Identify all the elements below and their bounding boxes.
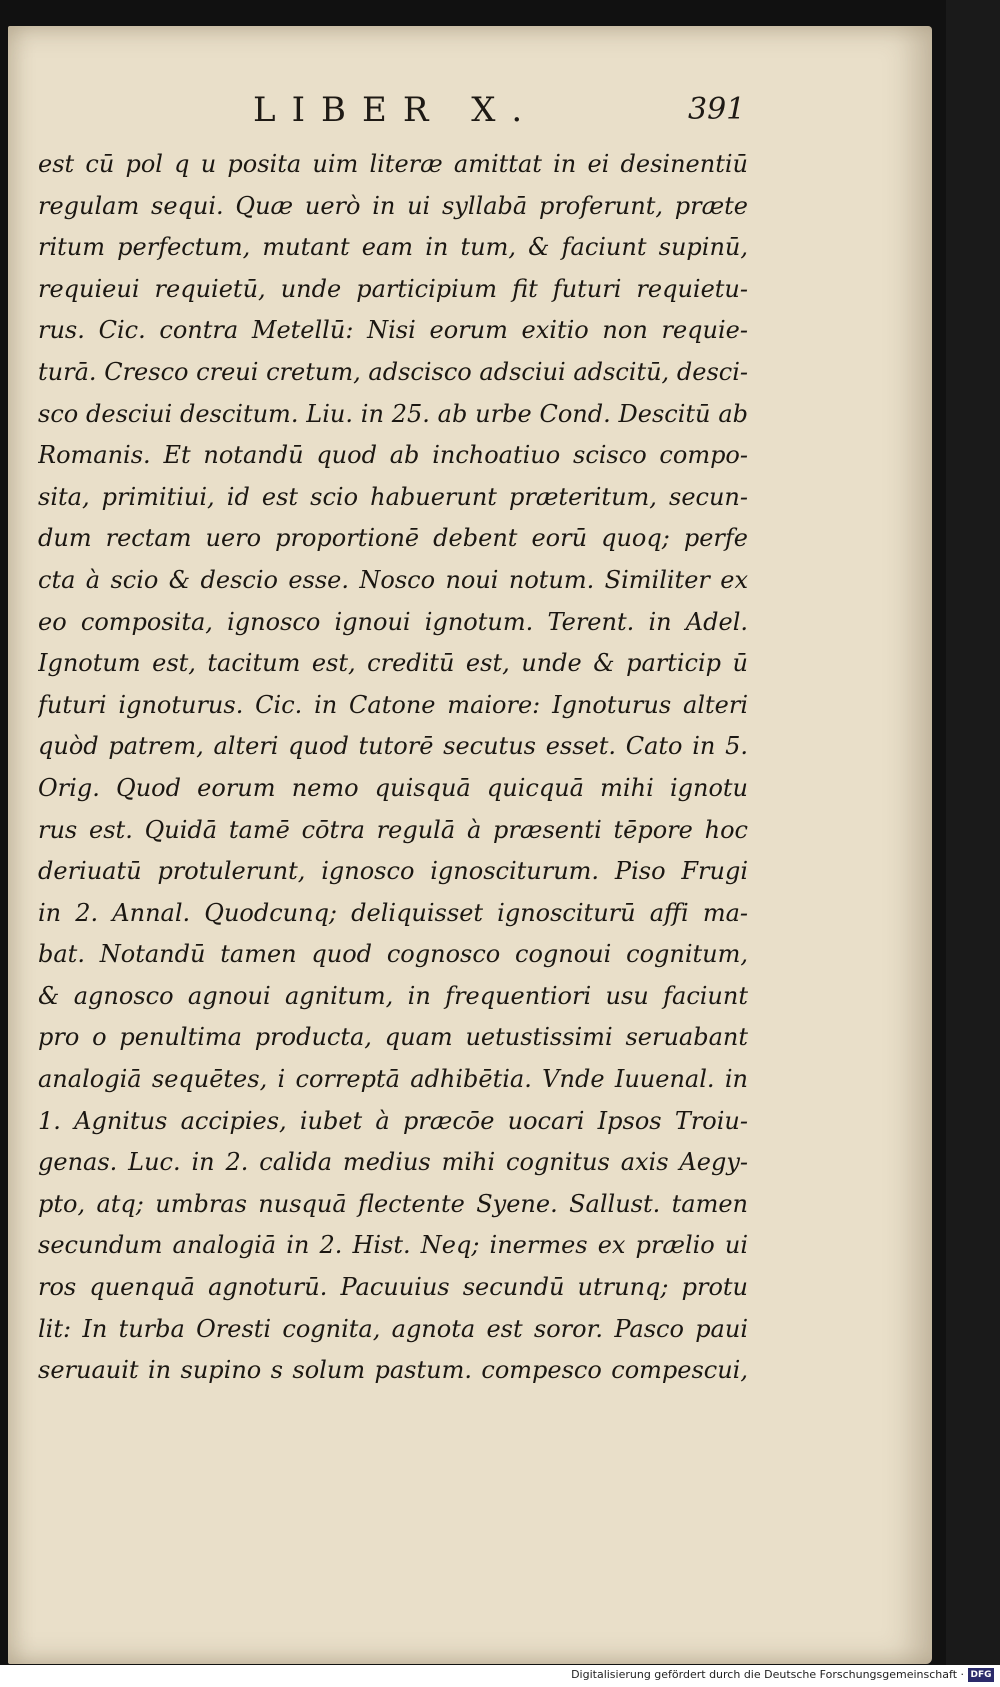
text-line: pro o penultima producta, quam uetustissimi seruabant — [38, 1023, 748, 1052]
text-line: genas. Luc. in 2. calida medius mihi cognitus axis Aegy- — [38, 1148, 748, 1177]
dfg-logo-icon: DFG — [968, 1668, 994, 1682]
text-line: eo composita, ignosco ignoui ignotum. Terent. in Adel. — [38, 607, 748, 636]
text-line: bat. Notandū tamen quod cognosco cognoui cognitum, — [38, 940, 748, 969]
text-line: lit: In turba Oresti cognita, agnota est soror. Pasco paui — [38, 1314, 748, 1343]
book-page — [8, 26, 932, 1664]
text-line: Orig. Quod eorum nemo quisquā quicquā mihi ignotu — [38, 773, 748, 802]
text-line: quòd patrem, alteri quod tutorē secutus esset. Cato in 5. — [38, 732, 748, 761]
body-text — [38, 144, 748, 1392]
text-line: dum rectam uero proportionē debent eorū quoq; perfe — [38, 524, 748, 553]
text-line: rus. Cic. contra Metellū: Nisi eorum exitio non requie- — [38, 316, 748, 345]
text-line: Ignotum est, tacitum est, creditū est, unde & particip ū — [38, 649, 748, 678]
text-line: sita, primitiui, id est scio habuerunt præteritum, secun- — [38, 482, 748, 511]
text-line: regulam sequi. Quæ uerò in ui syllabā proferunt, præte — [38, 191, 748, 220]
text-line: in 2. Annal. Quodcunq; deliquisset ignosciturū affi ma- — [38, 898, 748, 927]
text-line: 1. Agnitus accipies, iubet à præcōe uocari Ipsos Troiu- — [38, 1106, 748, 1135]
text-line: turā. Cresco creui cretum, adscisco adsciui adscitū, desci- — [38, 357, 748, 386]
text-line: seruauit in supino s solum pastum. compesco compescui, — [38, 1356, 748, 1385]
text-line: & agnosco agnoui agnitum, in frequentiori usu faciunt — [38, 981, 748, 1010]
scanner-edge — [946, 0, 1000, 1665]
digitization-footer — [0, 1665, 1000, 1687]
text-line: sco desciui descitum. Liu. in 25. ab urbe Cond. Descitū ab — [38, 399, 748, 428]
text-line: pto, atq; umbras nusquā flectente Syene. Sallust. tamen — [38, 1189, 748, 1218]
text-line: deriuatū protulerunt, ignosco ignosciturum. Piso Frugi — [38, 857, 748, 886]
running-head: LIBER X. — [253, 90, 539, 130]
text-line: requieui requietū, unde participium fit futuri requietu- — [38, 274, 748, 303]
text-line: ros quenquā agnoturū. Pacuuius secundū utrunq; protu — [38, 1273, 748, 1302]
text-line: Romanis. Et notandū quod ab inchoatiuo scisco compo- — [38, 441, 748, 470]
text-line: est cū pol q u posita uim literæ amittat in ei desinentiū — [38, 150, 748, 178]
text-line: rus est. Quidā tamē cōtra regulā à præsenti tēpore hoc — [38, 815, 748, 844]
page-number: 391 — [688, 92, 746, 127]
text-line: analogiā sequētes, i correptā adhibētia. Vnde Iuuenal. in — [38, 1065, 748, 1094]
text-line: cta à scio & descio esse. Nosco noui notum. Similiter ex — [38, 565, 748, 594]
page-header — [8, 90, 932, 140]
text-line: ritum perfectum, mutant eam in tum, & faciunt supinū, — [38, 233, 748, 262]
funding-credit: Digitalisierung gefördert durch die Deutsche Forschungsgemeinschaft · — [571, 1668, 964, 1681]
text-line: futuri ignoturus. Cic. in Catone maiore: Ignoturus alteri — [38, 690, 748, 719]
text-line: secundum analogiā in 2. Hist. Neq; inermes ex prælio ui — [38, 1231, 748, 1260]
